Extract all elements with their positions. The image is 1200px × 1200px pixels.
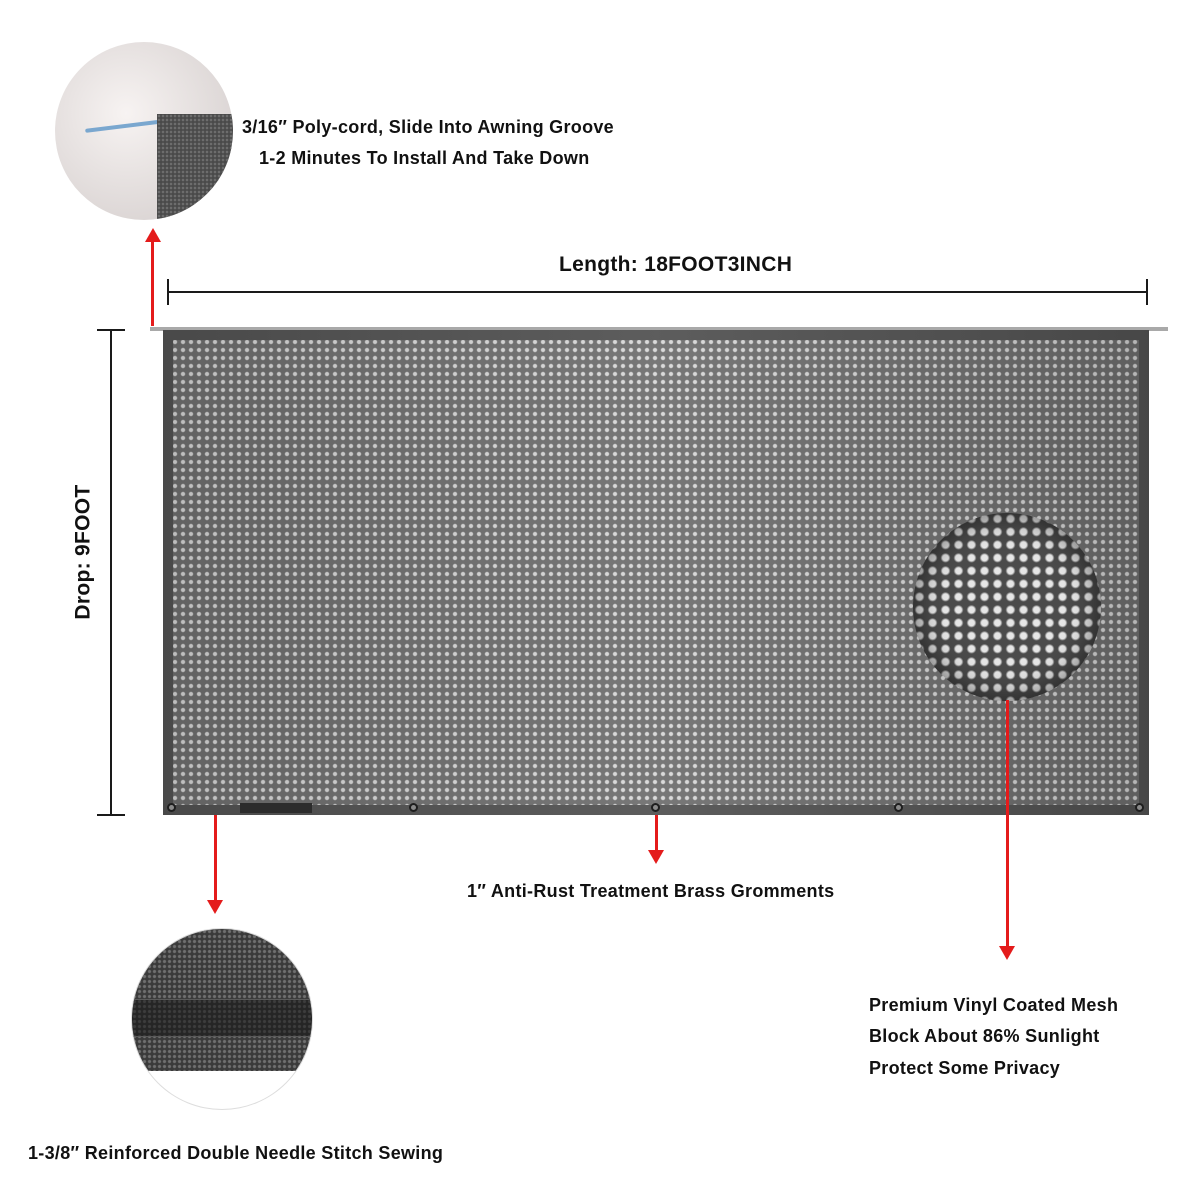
stitch-arrow-shaft [214,815,217,901]
drop-tick-top [97,329,125,331]
mesh-arrow-shaft [1006,700,1009,948]
grommet [1135,803,1144,812]
drop-dimension-line [110,329,112,815]
length-tick-left [167,279,169,305]
brand-label-tag [240,803,312,813]
length-tick-right [1146,279,1148,305]
polycord-wire [85,119,165,133]
grommet [167,803,176,812]
arrow-down-icon [207,900,223,914]
grommet-arrow-shaft [655,815,658,851]
drop-label: Drop: 9FOOT [71,484,95,620]
mesh-callout-line3: Protect Some Privacy [869,1058,1061,1078]
polycord-arrow-shaft [151,240,154,326]
arrow-down-icon [648,850,664,864]
arrow-down-icon [999,946,1015,960]
grommet [651,803,660,812]
polycord-zoom-image [55,42,233,220]
stitch-callout: 1-3/8″ Reinforced Double Needle Stitch Sewing [28,1143,444,1163]
stitch-hem-band [132,999,312,1037]
length-dimension-line [167,291,1148,293]
mesh-callout-line1: Premium Vinyl Coated Mesh [869,995,1119,1015]
length-label: Length: 18FOOT3INCH [559,253,793,276]
grommet-callout: 1″ Anti-Rust Treatment Brass Gromments [467,881,835,901]
polycord-callout-line2: 1-2 Minutes To Install And Take Down [259,148,590,168]
grommet [894,803,903,812]
mesh-detail-zoom-image [913,513,1101,701]
drop-tick-bottom [97,814,125,816]
mesh-callout-line2: Block About 86% Sunlight [869,1026,1100,1046]
grommet [409,803,418,812]
stitch-zoom-image [132,929,312,1109]
polycord-callout-line1: 3/16″ Poly-cord, Slide Into Awning Groove [242,117,614,137]
polycord-mesh-edge [157,114,233,220]
